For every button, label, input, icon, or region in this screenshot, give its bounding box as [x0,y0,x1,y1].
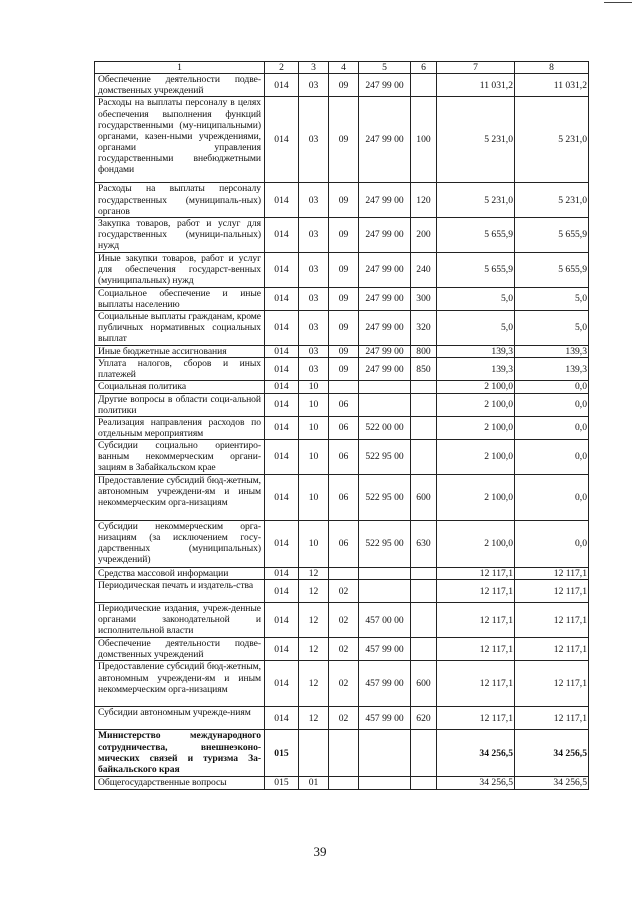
cell-section: 03 [299,287,329,310]
cell-section [299,730,329,777]
cell-name: Субсидии автономным учрежде-ниям [95,707,265,730]
cell-amount-8: 11 031,2 [515,74,589,97]
cell-section: 03 [299,311,329,346]
cell-target-article: 522 00 00 [359,416,411,439]
table-row [95,521,589,568]
header-cell: 4 [329,62,359,74]
cell-section: 12 [299,568,329,580]
table-row [95,346,589,358]
cell-expense-type [411,777,437,789]
cell-target-article: 247 99 00 [359,217,411,252]
cell-section: 03 [299,358,329,381]
table-row [95,97,589,183]
cell-ministry-code: 014 [265,217,299,252]
cell-amount-8: 12 117,1 [515,580,589,603]
cell-ministry-code: 015 [265,730,299,777]
cell-subsection: 06 [329,440,359,475]
cell-section: 03 [299,252,329,287]
cell-amount-8: 139,3 [515,358,589,381]
cell-expense-type: 600 [411,475,437,521]
cell-expense-type [411,730,437,777]
cell-expense-type [411,393,437,416]
cell-name: Социальная политика [95,381,265,393]
table-row [95,287,589,310]
cell-target-article [359,568,411,580]
cell-section: 12 [299,707,329,730]
budget-table [94,61,589,790]
cell-amount-7: 5 231,0 [437,97,515,183]
cell-ministry-code: 014 [265,287,299,310]
cell-amount-7: 5 231,0 [437,183,515,217]
cell-name: Периодические издания, учреж-денные органами законодательной и исполнительной власти [95,603,265,638]
cell-target-article: 247 99 00 [359,358,411,381]
cell-expense-type [411,74,437,97]
page-number: 39 [313,844,327,859]
table-row [95,440,589,475]
cell-section: 10 [299,381,329,393]
table-row [95,603,589,638]
cell-expense-type [411,416,437,439]
cell-name: Другие вопросы в области соци-альной политики [95,393,265,416]
cell-section: 01 [299,777,329,789]
cell-name: Социальное обеспечение и иные выплаты населению [95,287,265,310]
cell-subsection: 09 [329,74,359,97]
cell-amount-8: 12 117,1 [515,707,589,730]
cell-amount-8: 5,0 [515,311,589,346]
cell-name: Периодическая печать и издатель-ства [95,580,265,603]
cell-expense-type: 320 [411,311,437,346]
cell-section: 10 [299,393,329,416]
cell-name: Обеспечение деятельности подве-домственных учреждений [95,74,265,97]
cell-section: 03 [299,183,329,217]
table-header-row [95,62,589,74]
cell-ministry-code: 015 [265,777,299,789]
cell-section: 03 [299,346,329,358]
cell-ministry-code: 014 [265,381,299,393]
cell-target-article: 457 99 00 [359,638,411,661]
cell-target-article: 522 95 00 [359,521,411,568]
cell-target-article: 522 95 00 [359,440,411,475]
table-row [95,661,589,707]
cell-target-article: 247 99 00 [359,252,411,287]
cell-expense-type: 300 [411,287,437,310]
cell-section: 10 [299,521,329,568]
cell-amount-8: 5 231,0 [515,183,589,217]
cell-target-article: 247 99 00 [359,74,411,97]
table-row [95,358,589,381]
cell-target-article [359,580,411,603]
cell-name: Субсидии некоммерческим орга-низациям (за исключением госу-дарственных (муниципальных) учреждений) [95,521,265,568]
cell-ministry-code: 014 [265,74,299,97]
cell-target-article [359,730,411,777]
cell-target-article [359,381,411,393]
cell-target-article [359,777,411,789]
cell-expense-type [411,638,437,661]
cell-section: 03 [299,217,329,252]
cell-amount-8: 12 117,1 [515,603,589,638]
cell-target-article: 457 99 00 [359,707,411,730]
cell-ministry-code: 014 [265,521,299,568]
cell-expense-type: 600 [411,661,437,707]
cell-expense-type [411,580,437,603]
cell-section: 03 [299,74,329,97]
cell-target-article: 247 99 00 [359,97,411,183]
cell-amount-7: 2 100,0 [437,475,515,521]
cell-amount-8: 0,0 [515,440,589,475]
cell-ministry-code: 014 [265,346,299,358]
cell-ministry-code: 014 [265,603,299,638]
cell-expense-type: 240 [411,252,437,287]
cell-name: Расходы на выплаты персоналу в целях обеспечения выполнения функций государственными (му-ниципальными) органами, казен-ными учреждениями, органами управления государственными внебюджетными фондами [95,97,265,183]
cell-amount-8: 5,0 [515,287,589,310]
cell-name: Предоставление субсидий бюд-жетным, автономным учреждени-ям и иным некоммерческим орга-низациям [95,661,265,707]
cell-name: Министерство международного сотрудничества, внешнеэконо-мических связей и туризма За-байкальского края [95,730,265,777]
cell-name: Социальные выплаты гражданам, кроме публичных нормативных социальных выплат [95,311,265,346]
cell-amount-7: 12 117,1 [437,638,515,661]
cell-ministry-code: 014 [265,707,299,730]
cell-amount-7: 5 655,9 [437,252,515,287]
cell-subsection: 06 [329,475,359,521]
cell-ministry-code: 014 [265,661,299,707]
cell-name: Предоставление субсидий бюд-жетным, автономным учреждени-ям и иным некоммерческим орга-низациям [95,475,265,521]
cell-section: 12 [299,603,329,638]
cell-amount-8: 12 117,1 [515,568,589,580]
cell-amount-7: 2 100,0 [437,381,515,393]
cell-name: Уплата налогов, сборов и иных платежей [95,358,265,381]
cell-section: 10 [299,440,329,475]
cell-amount-8: 0,0 [515,521,589,568]
corner-mark [604,2,632,3]
header-cell: 1 [95,62,265,74]
cell-expense-type [411,381,437,393]
cell-section: 10 [299,416,329,439]
cell-target-article: 247 99 00 [359,346,411,358]
cell-ministry-code: 014 [265,393,299,416]
table-row [95,393,589,416]
table-row [95,475,589,521]
cell-subsection: 02 [329,661,359,707]
cell-ministry-code: 014 [265,252,299,287]
cell-target-article: 247 99 00 [359,183,411,217]
cell-amount-7: 11 031,2 [437,74,515,97]
cell-amount-7: 5,0 [437,287,515,310]
cell-amount-7: 2 100,0 [437,521,515,568]
cell-expense-type: 100 [411,97,437,183]
header-cell: 3 [299,62,329,74]
cell-ministry-code: 014 [265,638,299,661]
cell-subsection: 09 [329,346,359,358]
cell-name: Реализация направления расходов по отдельным мероприятиям [95,416,265,439]
cell-name: Иные бюджетные ассигнования [95,346,265,358]
cell-subsection [329,568,359,580]
cell-name: Обеспечение деятельности подве-домственных учреждений [95,638,265,661]
cell-target-article: 457 00 00 [359,603,411,638]
cell-section: 12 [299,638,329,661]
cell-amount-8: 5 655,9 [515,217,589,252]
cell-ministry-code: 014 [265,416,299,439]
cell-expense-type: 800 [411,346,437,358]
cell-subsection [329,381,359,393]
cell-amount-8: 5 231,0 [515,97,589,183]
cell-subsection: 02 [329,638,359,661]
cell-name: Иные закупки товаров, работ и услуг для обеспечения государст-венных (муниципальных) нужд [95,252,265,287]
cell-amount-7: 139,3 [437,346,515,358]
table-row [95,183,589,217]
cell-section: 10 [299,475,329,521]
table-row [95,777,589,789]
cell-ministry-code: 014 [265,568,299,580]
cell-subsection: 06 [329,416,359,439]
cell-amount-7: 2 100,0 [437,393,515,416]
table-row [95,580,589,603]
header-cell: 5 [359,62,411,74]
cell-target-article: 457 99 00 [359,661,411,707]
cell-ministry-code: 014 [265,183,299,217]
cell-ministry-code: 014 [265,580,299,603]
cell-ministry-code: 014 [265,440,299,475]
cell-amount-8: 5 655,9 [515,252,589,287]
cell-subsection [329,730,359,777]
cell-amount-8: 0,0 [515,475,589,521]
table-row [95,416,589,439]
cell-subsection: 09 [329,183,359,217]
cell-amount-8: 139,3 [515,346,589,358]
cell-amount-8: 34 256,5 [515,730,589,777]
cell-subsection: 09 [329,217,359,252]
cell-subsection: 06 [329,393,359,416]
cell-ministry-code: 014 [265,358,299,381]
cell-name: Средства массовой информации [95,568,265,580]
table-body [95,62,589,790]
cell-amount-7: 139,3 [437,358,515,381]
cell-amount-8: 34 256,5 [515,777,589,789]
cell-name: Закупка товаров, работ и услуг для государственных (муници-пальных) нужд [95,217,265,252]
cell-target-article: 522 95 00 [359,475,411,521]
table-row [95,638,589,661]
cell-expense-type: 850 [411,358,437,381]
cell-target-article: 247 99 00 [359,311,411,346]
cell-expense-type: 630 [411,521,437,568]
cell-ministry-code: 014 [265,475,299,521]
cell-subsection: 09 [329,287,359,310]
cell-amount-8: 0,0 [515,393,589,416]
cell-ministry-code: 014 [265,311,299,346]
cell-subsection: 02 [329,603,359,638]
header-cell: 2 [265,62,299,74]
cell-amount-7: 12 117,1 [437,580,515,603]
table-row [95,217,589,252]
cell-section: 12 [299,580,329,603]
cell-name: Расходы на выплаты персоналу государственных (муниципаль-ных) органов [95,183,265,217]
table-row [95,707,589,730]
cell-amount-7: 2 100,0 [437,416,515,439]
cell-expense-type [411,440,437,475]
cell-name: Общегосударственные вопросы [95,777,265,789]
cell-amount-8: 12 117,1 [515,638,589,661]
cell-ministry-code: 014 [265,97,299,183]
cell-amount-7: 12 117,1 [437,603,515,638]
header-cell: 8 [515,62,589,74]
cell-name: Субсидии социально ориентиро-ванным некоммерческим органи-зациям в Забайкальском крае [95,440,265,475]
cell-section: 03 [299,97,329,183]
table-row [95,730,589,777]
cell-subsection: 09 [329,97,359,183]
header-cell: 6 [411,62,437,74]
cell-expense-type: 620 [411,707,437,730]
cell-amount-8: 0,0 [515,416,589,439]
table-row [95,311,589,346]
cell-subsection: 09 [329,252,359,287]
cell-amount-7: 2 100,0 [437,440,515,475]
cell-expense-type: 120 [411,183,437,217]
cell-target-article: 247 99 00 [359,287,411,310]
cell-subsection [329,777,359,789]
cell-amount-8: 0,0 [515,381,589,393]
cell-subsection: 09 [329,311,359,346]
cell-amount-7: 12 117,1 [437,661,515,707]
cell-amount-7: 5,0 [437,311,515,346]
cell-expense-type [411,568,437,580]
cell-amount-8: 12 117,1 [515,661,589,707]
cell-subsection: 02 [329,707,359,730]
cell-section: 12 [299,661,329,707]
cell-expense-type [411,603,437,638]
table-row [95,252,589,287]
table-row [95,381,589,393]
cell-amount-7: 34 256,5 [437,777,515,789]
cell-amount-7: 12 117,1 [437,568,515,580]
table-row [95,74,589,97]
header-cell: 7 [437,62,515,74]
table-row [95,568,589,580]
cell-subsection: 09 [329,358,359,381]
cell-amount-7: 12 117,1 [437,707,515,730]
cell-subsection: 02 [329,580,359,603]
cell-subsection: 06 [329,521,359,568]
cell-amount-7: 34 256,5 [437,730,515,777]
cell-expense-type: 200 [411,217,437,252]
cell-amount-7: 5 655,9 [437,217,515,252]
cell-target-article [359,393,411,416]
